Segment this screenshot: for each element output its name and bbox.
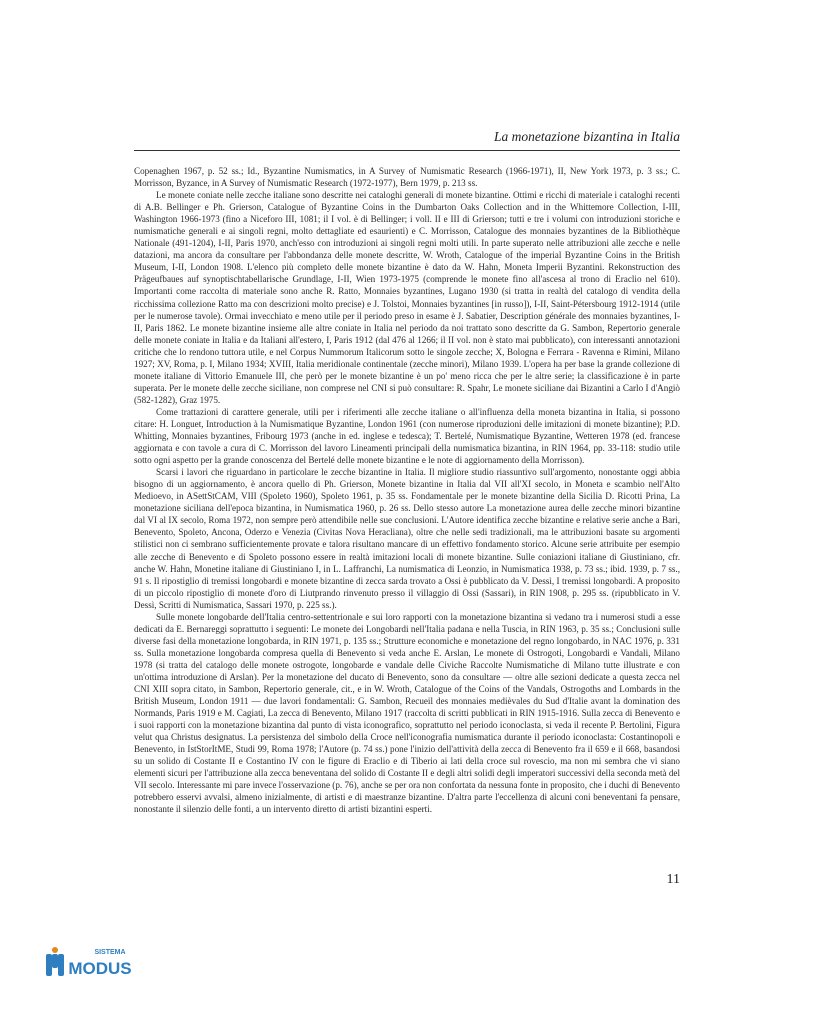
paragraph-lombard-coins: Sulle monete longobarde dell'Italia centro-settentrionale e sui loro rapporti con la monetazione bizantina si vedano tra i numerosi studi a esse dedicati da E. Bernareggi soprattutto i seguenti: Le monete dei Longobardi nell'Italia padana e nella Tuscia, in RIN 1963, p. 35 ss.; Conclusioni sulle diverse fasi della monetazione longobarda, in RIN 1971, p. 135 ss.; Strutture economiche e monetazione del regno longobardo, in NAC 1976, p. 331 ss. Sulla monetazione longobarda compresa quella di Benevento si veda anche E. Arslan, Le monete di Ostrogoti, Longobardi e Vandali, Milano 1978 (si tratta del catalogo delle monete ostrogote, longobarde e vandale delle Civiche Raccolte Numismatiche di Milano tutte illustrate e con un'ottima introduzione di Arslan). Per la monetazione del ducato di Benevento, sono da consultare — oltre alle sezioni dedicate a questa zecca nel CNI XIII sopra citato, in Sambon, Repertorio generale, cit., e in W. Wroth, Catalogue of the Coins of the Vandals, Ostrogoths and Lombards in the British Museum, London 1911 — due lavori fondamentali: G. Sambon, Recueil des monnaies medièvales du Sud d'Italie avant la domination des Normands, Paris 1919 e M. Cagiati, La zecca di Benevento, Milano 1917 (raccolta di scritti pubblicati in RIN 1915-1916. Sulla zecca di Benevento e i suoi rapporti con la monetazione bizantina dal punto di vista iconografico, soprattutto nel periodo iconoclasta, si veda il recente P. Bertolini, Figura velut qua Christus designatus. La persistenza del simbolo della Croce nell'iconografia numismatica durante il periodo iconoclasta: Costantinopoli e Benevento, in IstStorItME, Studi 99, Roma 1978; l'Autore (p. 74 ss.) pone l'inizio dell'attività della zecca di Benevento fra il 659 e il 668, basandosi su un solido di Costante II e Costantino IV con le figure di Eraclio e di Tiberio ai lati della croce sul rovescio, ma non mi sembra che vi siano elementi sicuri per l'attribuzione alla zecca beneventana del solido di Costante II e degli altri solidi degli imperatori successivi della seconda metà del VII secolo. Interessante mi pare invece l'osservazione (p. 76), anche se per ora non confortata da nessuna fonte in proposito, che i duchi di Benevento potrebbero esservi avvalsi, almeno inizialmente, di artisti e di maestranze bizantine. D'altra parte l'eccellenza di alcuni coni beneventani fa pensare, nonostante il silenzio delle fonti, a un intervento diretto di artisti bizantini esperti. — [134, 611, 680, 815]
sistema-modus-logo — [44, 944, 134, 978]
page-header — [134, 128, 680, 151]
running-head: La monetazione bizantina in Italia — [493, 129, 680, 144]
logo-top-text: SISTEMA — [94, 949, 126, 956]
body-text — [134, 165, 680, 816]
paragraph-catalogues: Le monete coniate nelle zecche italiane sono descritte nei cataloghi generali di monete bizantine. Ottimi e ricchi di materiale i cataloghi recenti di A.B. Bellinger e Ph. Grierson, Catalogue of Byzantine Coins in the Dumbarton Oaks Collection and in the Whittemore Collection, I-III, Washington 1966-1973 (fino a Niceforo III, 1081; il I vol. è di Bellinger; i voll. II e III di Grierson; tutti e tre i volumi con introduzioni storiche e numismatiche generali e ai singoli regni, molto dettagliate ed esaurienti) e C. Morrisson, Catalogue des monnaies byzantines de la Bibliothèque Nationale (491-1204), I-II, Paris 1970, anch'esso con introduzioni ai singoli regni molti utili. In parte superato nelle attribuzioni alle zecche e nelle datazioni, ma ancora da consultare per l'abbondanza delle monete descritte, W. Wroth, Catalogue of the imperial Byzantine Coins in the British Museum, I-II, London 1908. L'elenco più completo delle monete bizantine è dato da W. Hahn, Moneta Imperii Byzantini. Rekonstruction des Prägeufbaues auf synoptischtabellarische Grundlage, I-II, Wien 1973-1975 (comprende le monete fino all'ascesa al trono di Eraclio nel 610). Importanti come raccolta di materiale sono anche R. Ratto, Monnaies byzantines, Lugano 1930 (si tratta in realtà del catalogo di vendita della ricchissima collezione Ratto ma con descrizioni molto precise) e J. Tolstoi, Monnaies byzantines [in russo]), I-II, Saint-Pétersbourg 1912-1914 (utile per le numerose tavole). Ormai invecchiato e meno utile per il periodo preso in esame è J. Sabatier, Description générale des monnaies byzantines, I-II, Paris 1862. Le monete bizantine insieme alle altre coniate in Italia nel periodo da noi trattato sono descritte da G. Sambon, Repertorio generale delle monete coniate in Italia e da Italiani all'estero, I, Paris 1912 (dal 476 al 1266; il II vol. non è stato mai pubblicato), con interessanti annotazioni critiche che lo rendono tuttora utile, e nel Corpus Nummorum Italicorum sotto le singole zecche; X, Bologna e Ferrara - Ravenna e Rimini, Milano 1927; XV, Roma, p. I, Milano 1934; XVIII, Italia meridionale continentale (zecche minori), Milano 1939. L'opera ha per base la grande collezione di monete italiane di Vittorio Emanuele III, che però per le monete bizantine è un po' meno ricca che per le altre serie; la classificazione è in parte superata. Per le monete delle zecche siciliane, non comprese nel CNI si può consultare: R. Spahr, Le monete siciliane dai Bizantini a Carlo I d'Angiò (582-1282), Graz 1975. — [134, 190, 680, 405]
paragraph-general-works: Come trattazioni di carattere generale, utili per i riferimenti alle zecche italiane o all'influenza della moneta bizantina in Italia, si possono citare: H. Longuet, Introduction à la Numismatique Byzantine, London 1961 (con numerose riproduzioni delle imitazioni di monete bizantine); P.D. Whitting, Monnaies byzantines, Fribourg 1973 (anche in ed. inglese e tedesca); T. Bertelé, Numismatique Byzantine, Wetteren 1978 (ed. francese aggiornata e con tavole a cura di C. Morrisson del lavoro Lineamenti principali della numismatica bizantina, in RIN 1964, pp. 33-118: studio utile sotto ogni aspetto per la grande conoscenza del Bertelé delle monete bizantine e le note di aggiornamento della Morrisson). — [134, 406, 680, 466]
logo-main-text: MODUS — [68, 959, 132, 978]
page-number: 11 — [666, 872, 680, 887]
header-rule — [134, 150, 680, 151]
paragraph-continuation: Copenaghen 1967, p. 52 ss.; Id., Byzantine Numismatics, in A Survey of Numismatic Research (1966-1971), II, New York 1973, p. 3 ss.; C. Morrisson, Byzance, in A Survey of Numismatic Research (1972-1977), Bern 1979, p. 213 ss. — [134, 166, 680, 189]
paragraph-italian-mints: Scarsi i lavori che riguardano in particolare le zecche bizantine in Italia. Il migliore studio riassuntivo sull'argomento, nonostante oggi abbia bisogno di un aggiornamento, è ancora quello di Ph. Grierson, Monete bizantine in Italia dal VII all'XI secolo, in Moneta e scambio nell'Alto Medioevo, in ASettStCAM, VIII (Spoleto 1960), Spoleto 1961, p. 35 ss. Fondamentale per le monete bizantine della Sicilia D. Ricotti Prina, La monetazione siciliana dell'epoca bizantina, in Numismatica 1960, p. 26 ss. Dello stesso autore La monetazione aurea delle zecche minori bizantine dal VI al IX secolo, Roma 1972, non sempre però attendibile nelle sue conclusioni. L'Autore identifica zecche bizantine e relative serie anche a Bari, Benevento, Spoleto, Ancona, Oderzo e Venezia (Civitas Nova Heracliana), oltre che nelle sedi tradizionali, ma le attribuzioni basate su argomenti stilistici non ci sembrano sufficientemente provate e talora risultano mancare di un effettivo fondamento storico. Alcune serie attribuite per esempio alle zecche di Benevento e di Spoleto possono essere in realtà imitazioni locali di monete bizantine. Sulle coniazioni italiane di Giustiniano, cfr. anche W. Hahn, Monetine italiane di Giustiniano I, in L. Laffranchi, La numismatica di Leonzio, in Numismatica 1938, p. 73 ss.; ibid. 1939, p. 7 ss., 91 s. Il ripostiglio di tremissi longobardi e monete bizantine di zecca sarda trovato a Ossi è pubblicato da V. Dessì, I tremissi longobardi. A proposito di un piccolo ripostiglio di monete d'oro di Liutprando rinvenuto presso il villaggio di Ossi (Sassari), in RIN 1908, p. 295 ss. (ripubblicato in V. Dessì, Scritti di Numismatica, Sassari 1970, p. 225 ss.). — [134, 467, 680, 610]
